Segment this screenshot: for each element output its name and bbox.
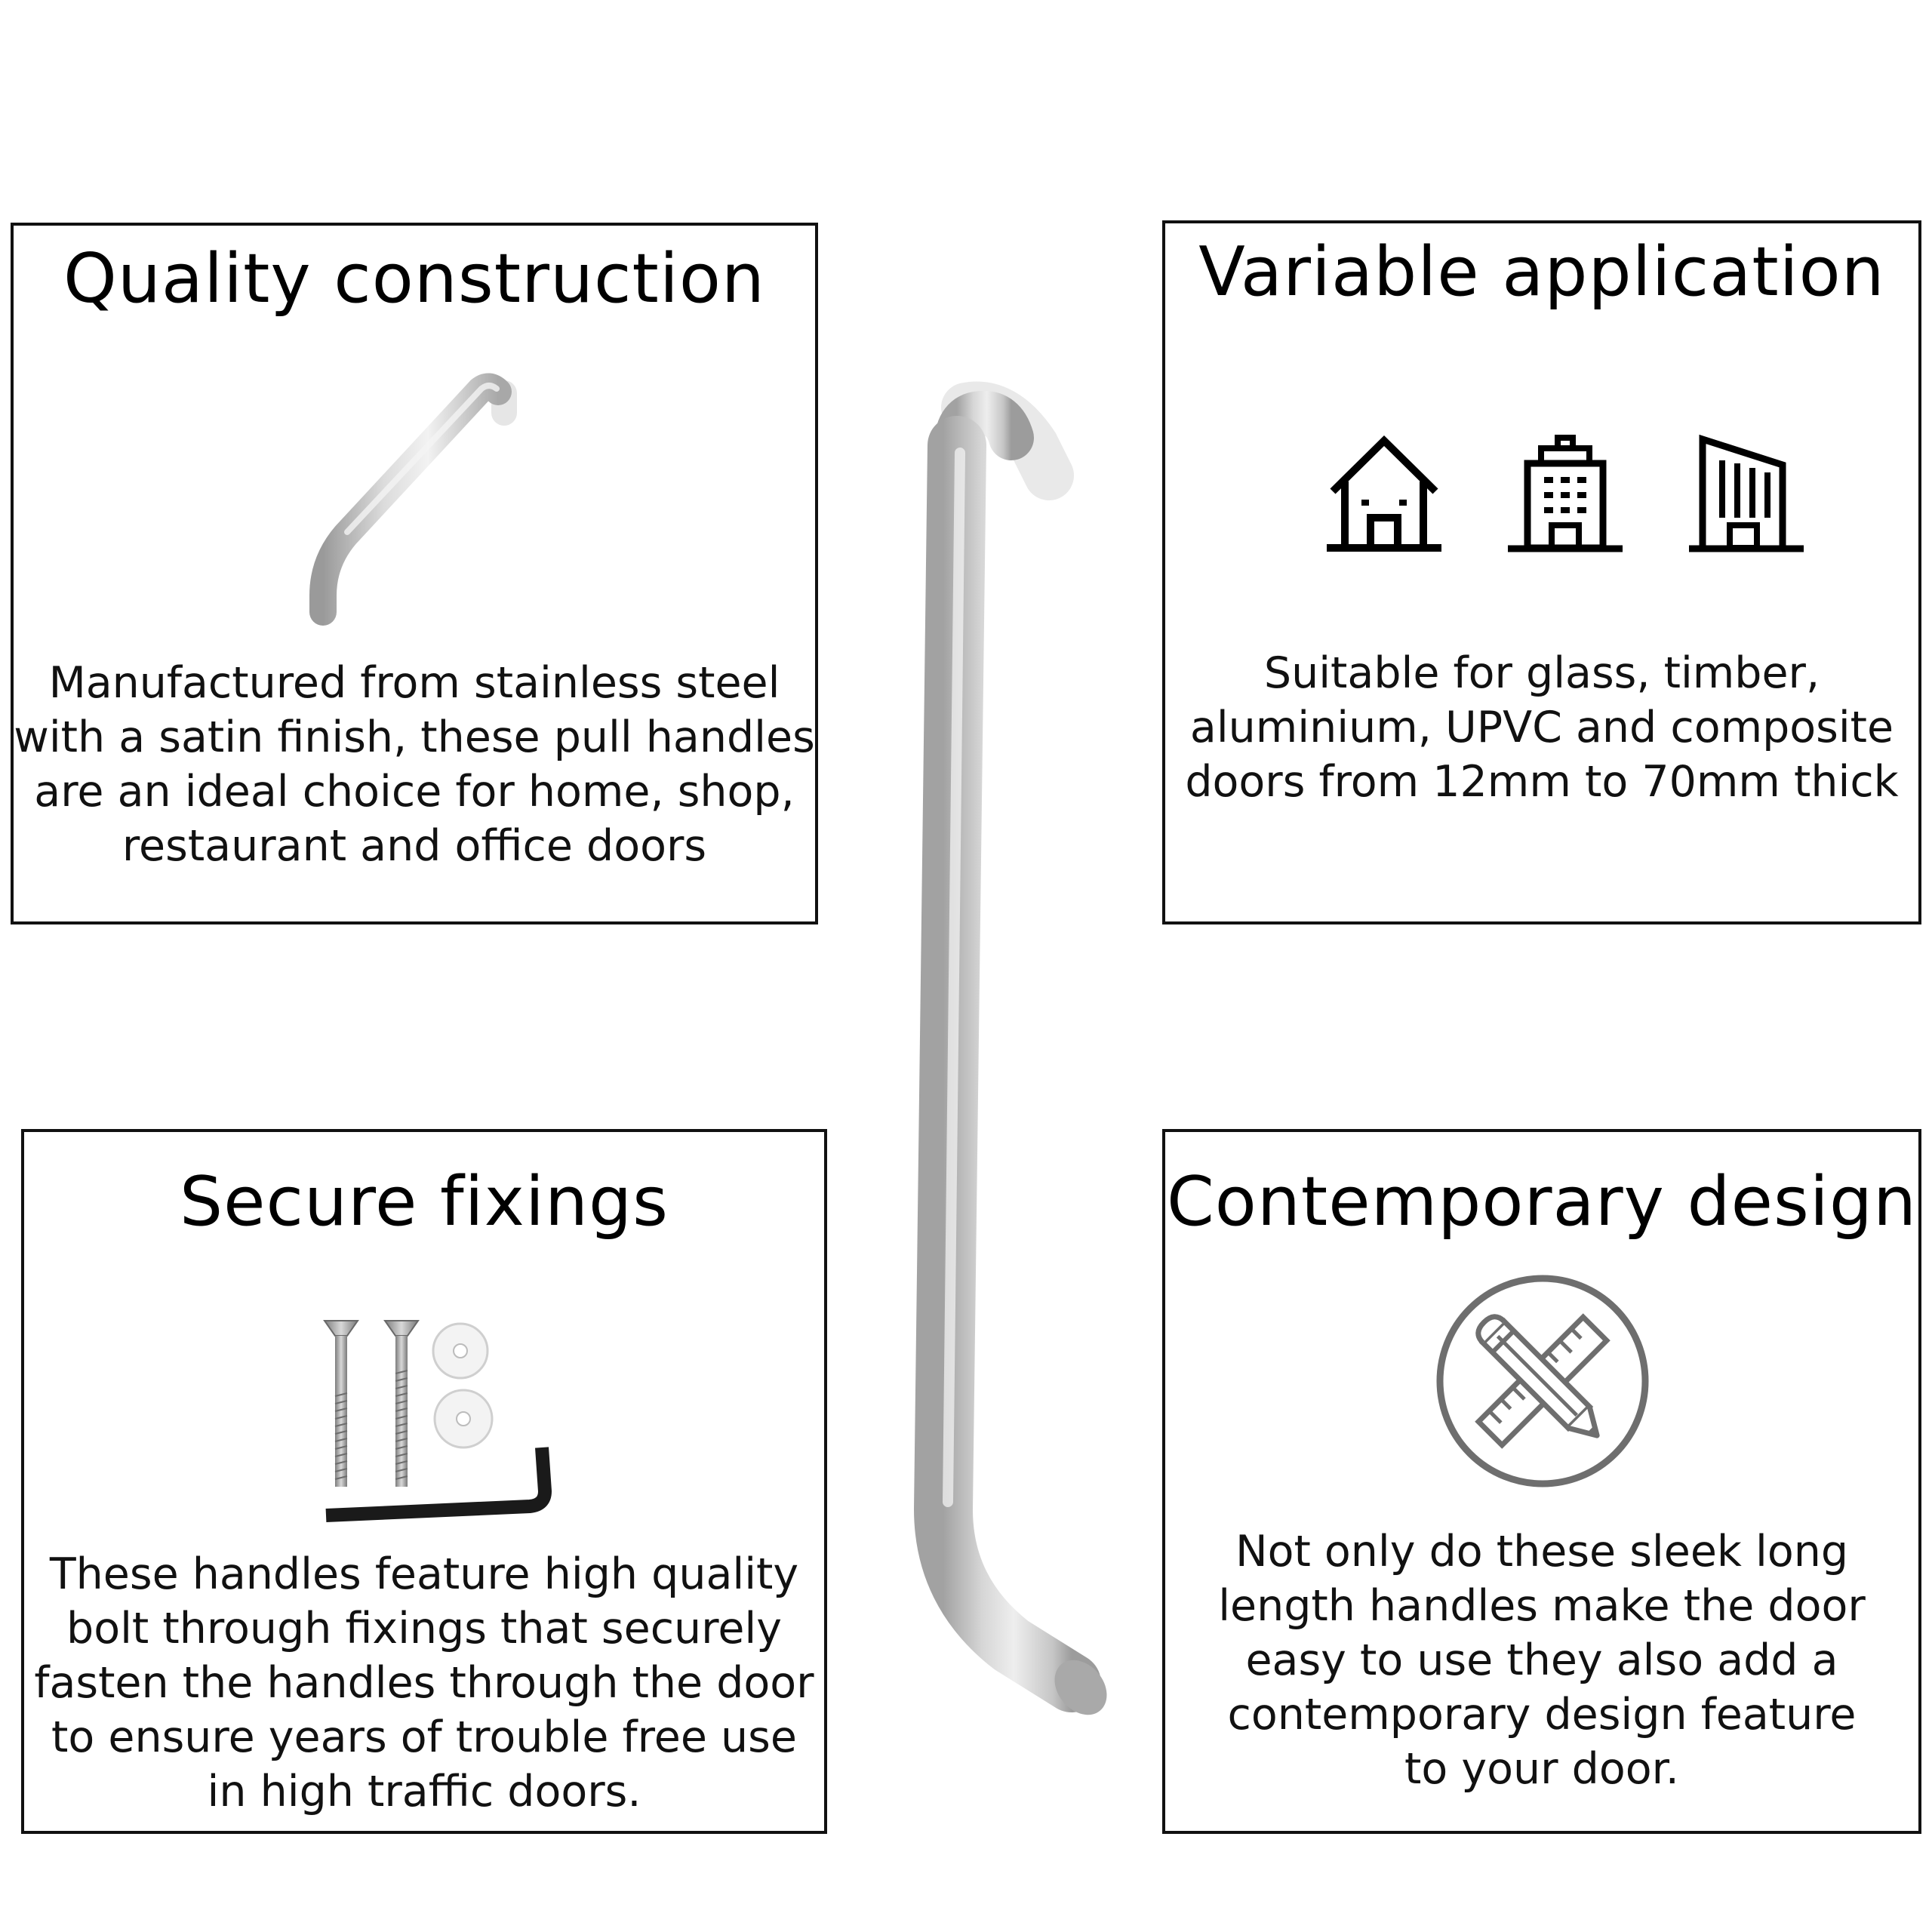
description-line: fasten the handles through the door: [34, 1658, 814, 1708]
panel-title: Secure fixings: [179, 1162, 669, 1241]
description-line: to your door.: [1404, 1744, 1679, 1794]
commercial-building-icon: [1686, 435, 1807, 555]
house-icon: [1324, 435, 1444, 555]
description-line: easy to use they also add a: [1245, 1635, 1838, 1685]
quality-construction-panel: [11, 223, 818, 924]
variable-application-panel: [1162, 220, 1921, 924]
panel-description: [1165, 646, 1918, 809]
bolt-image: [325, 1321, 358, 1487]
secure-fixings-panel: [21, 1129, 827, 1834]
description-line: in high traffic doors.: [207, 1767, 641, 1817]
description-line: are an ideal choice for home, shop,: [34, 767, 795, 817]
description-line: with a satin finish, these pull handles: [14, 712, 815, 762]
bolt-image: [385, 1321, 418, 1487]
allen-key-image: [326, 1447, 545, 1515]
panel-description: [1165, 1524, 1918, 1796]
panel-title: Contemporary design: [1166, 1162, 1918, 1241]
office-building-icon: [1505, 435, 1626, 555]
description-line: Not only do these sleek long: [1235, 1527, 1849, 1577]
long-pull-handle-image: [891, 392, 1132, 1736]
pull-handle-image: [300, 377, 527, 633]
description-line: restaurant and office doors: [122, 821, 707, 871]
panel-description: [14, 656, 815, 873]
description-line: aluminium, UPVC and composite: [1189, 703, 1894, 752]
description-line: contemporary design feature: [1227, 1690, 1857, 1740]
description-line: Suitable for glass, timber,: [1263, 648, 1820, 698]
panel-title: Quality construction: [63, 239, 765, 318]
description-line: Manufactured from stainless steel: [48, 658, 780, 708]
fixings-set-image: [296, 1306, 568, 1532]
description-line: doors from 12mm to 70mm thick: [1185, 757, 1899, 807]
pencil-ruler-icon: [1429, 1268, 1656, 1494]
panel-description: [24, 1547, 824, 1819]
contemporary-design-panel: [1162, 1129, 1921, 1834]
washer-image: [435, 1390, 492, 1447]
washer-image: [433, 1324, 488, 1378]
description-line: bolt through fixings that securely: [66, 1604, 782, 1654]
description-line: to ensure years of trouble free use: [51, 1712, 797, 1762]
description-line: length handles make the door: [1218, 1581, 1866, 1631]
description-line: These handles feature high quality: [49, 1549, 799, 1599]
panel-title: Variable application: [1198, 232, 1885, 312]
